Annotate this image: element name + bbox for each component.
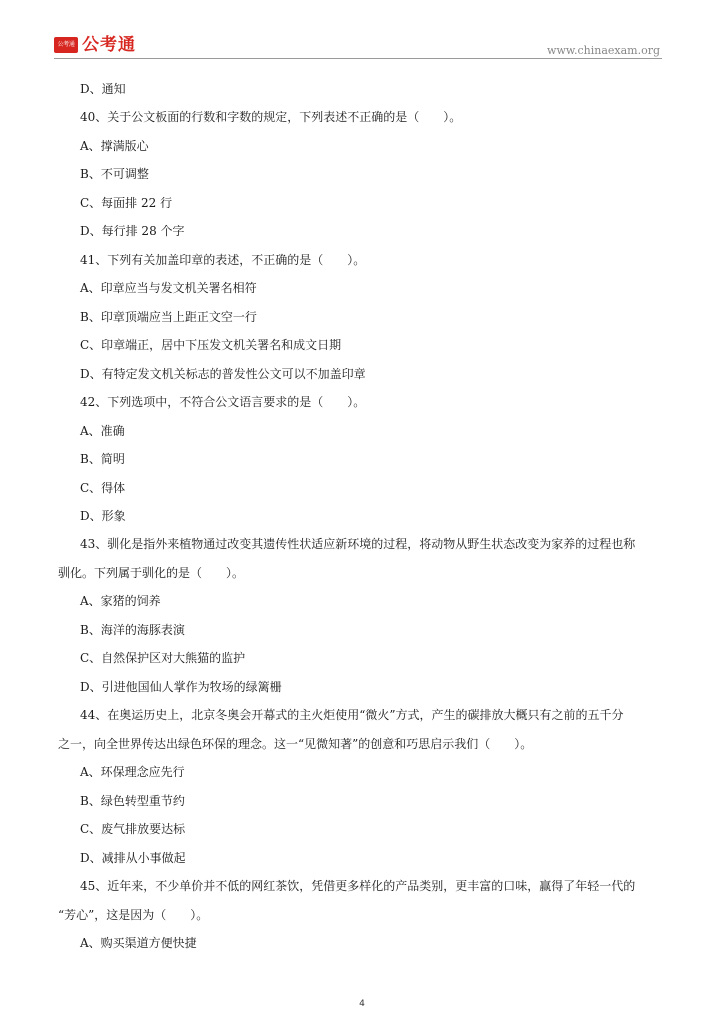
logo-text: 公考通 xyxy=(82,35,136,55)
logo-badge: 公考通 xyxy=(54,37,78,53)
option-43-b: B、海洋的海豚表演 xyxy=(80,623,185,637)
option-44-b: B、绿色转型重节约 xyxy=(80,794,185,808)
site-url: www.chinaexam.org xyxy=(547,44,660,57)
question-42: 42、下列选项中，不符合公文语言要求的是（ ）。 xyxy=(80,395,366,409)
option-42-a: A、准确 xyxy=(80,424,125,438)
option-41-b: B、印章顶端应当上距正文空一行 xyxy=(80,310,257,324)
option-42-b: B、简明 xyxy=(80,452,125,466)
option-43-d: D、引进他国仙人掌作为牧场的绿篱栅 xyxy=(80,680,282,694)
option-40-d: D、每行排 28 个字 xyxy=(80,224,185,238)
option-42-c: C、得体 xyxy=(80,481,126,495)
option-40-b: B、不可调整 xyxy=(80,167,149,181)
option-40-a: A、撑满版心 xyxy=(80,139,149,153)
option-43-c: C、自然保护区对大熊猫的监护 xyxy=(80,651,246,665)
question-45: 45、近年来，不少单价并不低的网红茶饮，凭借更多样化的产品类别，更丰富的口味，赢得了年轻一代的 xyxy=(80,879,636,893)
option-41-a: A、印章应当与发文机关署名相符 xyxy=(80,281,257,295)
option-39-d: D、通知 xyxy=(80,82,126,96)
question-40: 40、关于公文板面的行数和字数的规定，下列表述不正确的是（ ）。 xyxy=(80,110,462,124)
option-42-d: D、形象 xyxy=(80,509,126,523)
page-number: 4 xyxy=(359,999,365,1009)
option-41-d: D、有特定发文机关标志的普发性公文可以不加盖印章 xyxy=(80,367,366,381)
question-45-continued: “芳心”，这是因为（ ）。 xyxy=(58,908,209,922)
option-44-d: D、减排从小事做起 xyxy=(80,851,186,865)
option-40-c: C、每面排 22 行 xyxy=(80,196,173,210)
option-44-c: C、废气排放要达标 xyxy=(80,822,186,836)
question-44-continued: 之一，向全世界传达出绿色环保的理念。这一“见微知著”的创意和巧思启示我们（ ）。 xyxy=(58,737,533,751)
question-44: 44、在奥运历史上，北京冬奥会开幕式的主火炬使用“微火”方式，产生的碳排放大概只有之前的五千分 xyxy=(80,708,624,722)
question-43-continued: 驯化。下列属于驯化的是（ ）。 xyxy=(58,566,245,580)
option-43-a: A、家猪的饲养 xyxy=(80,594,161,608)
option-44-a: A、环保理念应先行 xyxy=(80,765,185,779)
question-43: 43、驯化是指外来植物通过改变其遗传性状适应新环境的过程，将动物从野生状态改变为家养的过程也称 xyxy=(80,537,636,551)
page-header xyxy=(0,0,724,62)
option-45-a: A、购买渠道方便快捷 xyxy=(80,936,197,950)
header-divider xyxy=(54,58,662,59)
question-41: 41、下列有关加盖印章的表述，不正确的是（ ）。 xyxy=(80,253,366,267)
option-41-c: C、印章端正，居中下压发文机关署名和成文日期 xyxy=(80,338,342,352)
logo xyxy=(54,36,136,54)
